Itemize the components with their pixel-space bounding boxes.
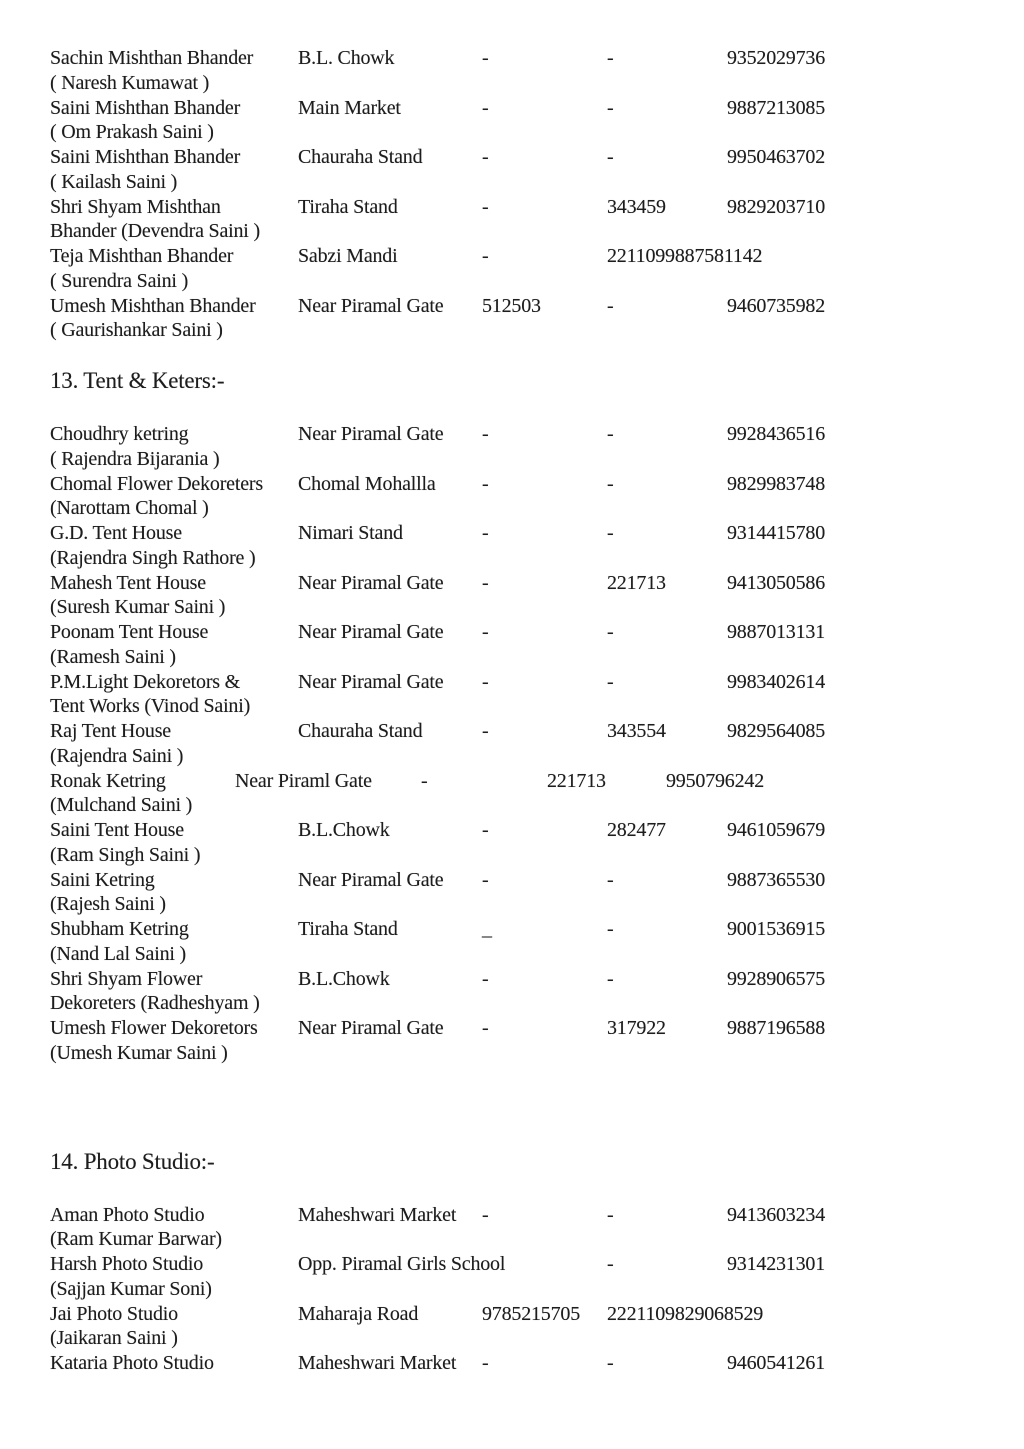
record-main-line xyxy=(50,244,988,269)
record-main-line xyxy=(50,571,988,596)
business-name: G.D. Tent House xyxy=(50,522,182,544)
code-cell-2: 2221109829068529 xyxy=(607,1302,764,1325)
record-main-line xyxy=(50,46,988,71)
code-cell-1: - xyxy=(482,1203,489,1226)
location-cell: Maheshwari Market xyxy=(298,1203,457,1226)
owner-name: ( Rajendra Bijarania ) xyxy=(50,447,220,470)
location-cell: Near Piraml Gate xyxy=(235,769,372,792)
location-cell: Near Piramal Gate xyxy=(298,621,444,643)
location-cell: Maheshwari Market xyxy=(298,1352,457,1374)
directory-record xyxy=(50,1302,988,1352)
record-main-line xyxy=(50,868,988,893)
record-main-line xyxy=(50,294,988,319)
record-main-line xyxy=(50,620,988,645)
record-main-line xyxy=(50,1302,988,1327)
business-name: P.M.Light Dekoretors & xyxy=(50,670,241,693)
record-main-line xyxy=(50,769,988,794)
phone-cell: 9983402614 xyxy=(727,670,826,693)
business-name: Sachin Mishthan Bhander xyxy=(50,47,254,69)
code-cell-2: - xyxy=(607,472,614,495)
phone-cell xyxy=(727,244,988,269)
code-cell-1: - xyxy=(482,96,489,119)
record-main-line xyxy=(50,967,988,992)
directory-record xyxy=(50,967,988,1017)
owner-name: Tent Works (Vinod Saini) xyxy=(50,695,251,718)
business-name: Saini Ketring xyxy=(50,868,155,891)
code-cell-2: 282477 xyxy=(607,819,666,841)
directory-record xyxy=(50,1351,988,1376)
code-cell-2: - xyxy=(607,621,614,643)
directory-record xyxy=(50,521,988,571)
code-cell-2: - xyxy=(607,1352,614,1374)
phone-cell: 9928436516 xyxy=(727,423,826,445)
record-main-line xyxy=(50,472,988,497)
business-name: Raj Tent House xyxy=(50,720,171,742)
code-cell-2: - xyxy=(607,47,614,69)
directory-record xyxy=(50,719,988,769)
directory-section xyxy=(50,1146,988,1376)
code-cell-1: 512503 xyxy=(482,294,541,317)
business-name: Mahesh Tent House xyxy=(50,571,206,594)
record-main-line xyxy=(50,521,988,546)
location-cell: Tiraha Stand xyxy=(298,195,398,218)
directory-record xyxy=(50,244,988,294)
code-cell-1: - xyxy=(482,146,489,168)
directory-record xyxy=(50,670,988,720)
directory-record xyxy=(50,1252,988,1302)
phone-cell: 9829203710 xyxy=(727,195,826,218)
section-heading: 13. Tent & Keters:- xyxy=(50,368,225,393)
phone-cell: 9461059679 xyxy=(727,819,826,841)
location-cell: B.L.Chowk xyxy=(298,819,390,841)
owner-name: Dekoreters (Radheshyam ) xyxy=(50,992,260,1015)
location-cell: Near Piramal Gate xyxy=(298,423,444,445)
code-cell-1: - xyxy=(482,621,489,643)
code-cell-1: - xyxy=(482,423,489,445)
owner-name: (Ram Singh Saini ) xyxy=(50,843,201,866)
directory-record xyxy=(50,1016,988,1066)
owner-name: (Ram Kumar Barwar) xyxy=(50,1228,222,1251)
phone-cell: 9887365530 xyxy=(727,868,826,891)
business-name: Saini Mishthan Bhander xyxy=(50,146,241,168)
phone-cell: 9829564085 xyxy=(727,720,826,742)
location-cell: Near Piramal Gate xyxy=(298,868,444,891)
code-cell-1: - xyxy=(482,195,489,218)
location-cell: Sabzi Mandi xyxy=(298,245,398,267)
directory-record xyxy=(50,769,988,819)
code-cell-1: - xyxy=(482,967,489,990)
owner-name: ( Gaurishankar Saini ) xyxy=(50,319,223,342)
page-content xyxy=(50,46,988,1376)
code-cell-2: - xyxy=(607,670,614,693)
business-name: Chomal Flower Dekoreters xyxy=(50,472,263,495)
directory-record xyxy=(50,294,988,344)
owner-name: (Narottam Chomal ) xyxy=(50,497,209,520)
location-cell: Opp. Piramal Girls School xyxy=(298,1253,506,1275)
record-main-line xyxy=(50,1016,988,1041)
phone-cell: 9950463702 xyxy=(727,146,826,168)
location-cell: Near Piramal Gate xyxy=(298,1017,444,1039)
directory-record xyxy=(50,472,988,522)
code-cell-2: - xyxy=(607,1203,614,1226)
business-name: Saini Tent House xyxy=(50,819,184,841)
directory-record xyxy=(50,195,988,245)
business-name: Kataria Photo Studio xyxy=(50,1352,214,1374)
directory-record xyxy=(50,868,988,918)
code-cell-2: - xyxy=(607,146,614,168)
directory-section xyxy=(50,365,988,1066)
code-cell-1: - xyxy=(482,1017,489,1039)
owner-name: ( Kailash Saini ) xyxy=(50,170,178,193)
code-cell-2: 343554 xyxy=(607,720,666,742)
owner-name: ( Surendra Saini ) xyxy=(50,269,189,292)
directory-record xyxy=(50,571,988,621)
record-main-line xyxy=(50,1203,988,1228)
code-cell-1: - xyxy=(482,1352,489,1374)
code-cell-2: - xyxy=(607,967,614,990)
code-cell-2: - xyxy=(607,96,614,119)
business-name: Poonam Tent House xyxy=(50,621,209,643)
location-cell: Nimari Stand xyxy=(298,522,403,544)
code-cell-2: - xyxy=(607,868,614,891)
code-cell-1: - xyxy=(421,769,428,792)
location-cell: Chomal Mohallla xyxy=(298,472,436,495)
phone-cell: 9001536915 xyxy=(727,918,826,940)
location-cell: Main Market xyxy=(298,96,401,119)
location-cell: Chauraha Stand xyxy=(298,720,423,742)
location-cell: B.L. Chowk xyxy=(298,47,395,69)
owner-name: Bhander (Devendra Saini ) xyxy=(50,220,260,243)
code-cell-2: - xyxy=(607,1253,614,1275)
directory-record xyxy=(50,422,988,472)
section-heading: 14. Photo Studio:- xyxy=(50,1148,215,1174)
record-main-line xyxy=(50,818,988,843)
phone-cell: 9460541261 xyxy=(727,1352,826,1374)
phone-cell: 9887196588 xyxy=(727,1017,826,1039)
owner-name: ( Naresh Kumawat ) xyxy=(50,71,210,94)
business-name: Ronak Ketring xyxy=(50,769,166,792)
code-cell-1: - xyxy=(482,868,489,891)
owner-name: (Rajendra Singh Rathore ) xyxy=(50,546,256,569)
code-cell-1: _ xyxy=(482,918,492,940)
phone-cell: 9314231301 xyxy=(727,1253,826,1275)
directory-record xyxy=(50,620,988,670)
code-cell-1: - xyxy=(482,819,489,841)
phone-cell: 9950796242 xyxy=(666,769,765,792)
business-name: Saini Mishthan Bhander xyxy=(50,96,241,119)
phone-cell: 9352029736 xyxy=(727,47,826,69)
directory-record xyxy=(50,145,988,195)
code-cell-1: - xyxy=(482,670,489,693)
business-name: Aman Photo Studio xyxy=(50,1203,205,1226)
owner-name: (Rajesh Saini ) xyxy=(50,893,166,916)
owner-name: (Suresh Kumar Saini ) xyxy=(50,596,226,619)
code-cell-2: - xyxy=(607,918,614,940)
phone-cell: 9887013131 xyxy=(727,621,826,643)
owner-name: (Mulchand Saini ) xyxy=(50,794,193,817)
location-cell: Near Piramal Gate xyxy=(298,571,444,594)
directory-record xyxy=(50,1203,988,1253)
phone-cell: 9413050586 xyxy=(727,571,826,594)
code-cell-2: 221713 xyxy=(547,769,606,792)
business-name: Shubham Ketring xyxy=(50,918,189,940)
location-cell: Tiraha Stand xyxy=(298,918,398,940)
owner-name: (Ramesh Saini ) xyxy=(50,645,176,668)
location-cell: Near Piramal Gate xyxy=(298,670,444,693)
code-cell-1: - xyxy=(482,720,489,742)
phone-cell: 9928906575 xyxy=(727,967,826,990)
location-cell: Maharaja Road xyxy=(298,1302,419,1325)
owner-name: (Umesh Kumar Saini ) xyxy=(50,1041,228,1064)
code-cell-1: 9785215705 xyxy=(482,1302,581,1325)
code-cell-1: - xyxy=(482,571,489,594)
record-main-line xyxy=(50,422,988,447)
record-main-line xyxy=(50,719,988,744)
business-name: Shri Shyam Mishthan xyxy=(50,195,221,218)
business-name: Jai Photo Studio xyxy=(50,1302,178,1325)
business-name: Umesh Mishthan Bhander xyxy=(50,294,256,317)
business-name: Shri Shyam Flower xyxy=(50,967,203,990)
business-name: Teja Mishthan Bhander xyxy=(50,245,234,267)
owner-name: (Nand Lal Saini ) xyxy=(50,942,187,965)
phone-cell: 9413603234 xyxy=(727,1203,826,1226)
code-cell-2: - xyxy=(607,294,614,317)
business-name: Harsh Photo Studio xyxy=(50,1253,204,1275)
phone-cell: 9887213085 xyxy=(727,96,826,119)
code-cell-1: - xyxy=(482,245,489,267)
owner-name: (Jaikaran Saini ) xyxy=(50,1327,178,1350)
phone-cell xyxy=(727,1302,988,1327)
record-main-line xyxy=(50,145,988,170)
business-name: Umesh Flower Dekoretors xyxy=(50,1017,258,1039)
code-cell-1 xyxy=(482,1252,607,1277)
business-name: Choudhry ketring xyxy=(50,423,189,445)
directory-record xyxy=(50,917,988,967)
record-main-line xyxy=(50,917,988,942)
record-main-line xyxy=(50,195,988,220)
record-main-line xyxy=(50,670,988,695)
phone-cell: 9829983748 xyxy=(727,472,826,495)
owner-name: ( Om Prakash Saini ) xyxy=(50,121,214,144)
code-cell-2: 343459 xyxy=(607,195,666,218)
code-cell-2: 317922 xyxy=(607,1017,666,1039)
directory-record xyxy=(50,818,988,868)
location-cell: B.L.Chowk xyxy=(298,967,390,990)
owner-name: (Sajjan Kumar Soni) xyxy=(50,1277,212,1300)
code-cell-1: - xyxy=(482,47,489,69)
record-main-line xyxy=(50,1252,988,1277)
directory-record xyxy=(50,46,988,96)
directory-record xyxy=(50,96,988,146)
phone-cell: 9314415780 xyxy=(727,522,826,544)
code-cell-2: - xyxy=(607,423,614,445)
code-cell-2: - xyxy=(607,522,614,544)
code-cell-2: 2211099887581142 xyxy=(607,245,763,267)
directory-section xyxy=(50,46,988,343)
phone-cell: 9460735982 xyxy=(727,294,826,317)
owner-name: (Rajendra Saini ) xyxy=(50,744,184,767)
record-main-line xyxy=(50,1351,988,1376)
location-cell: Near Piramal Gate xyxy=(298,294,444,317)
code-cell-1: - xyxy=(482,472,489,495)
code-cell-2: 221713 xyxy=(607,571,666,594)
record-main-line xyxy=(50,96,988,121)
code-cell-1: - xyxy=(482,522,489,544)
location-cell: Chauraha Stand xyxy=(298,146,423,168)
